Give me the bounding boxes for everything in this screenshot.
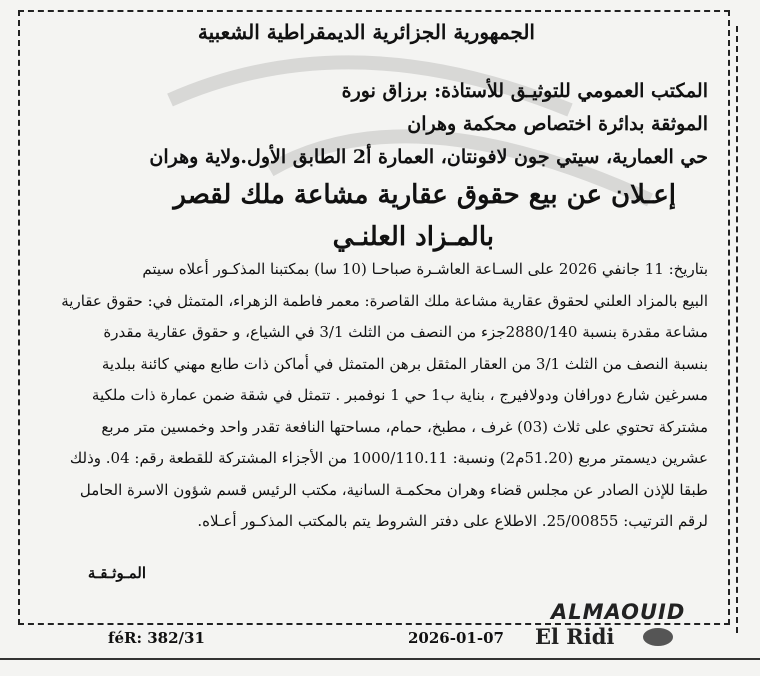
notice-subtitle: بالمـزاد العلنـي	[332, 222, 494, 252]
logo-sub-text: El Ridi	[535, 624, 615, 649]
office-jurisdiction: الموثقة بدائرة اختصاص محكمة وهران	[407, 113, 708, 135]
body-line: مشاعة مقدرة بنسبة 2880/140جزء من النصف من الثلث 3/1 في الشياع، و حقوق عقارية مقدرة	[103, 323, 708, 341]
office-name: المكتب العمومي للتوثيـق للأستاذة: برزاق نورة	[341, 80, 708, 102]
reference-number: féR: 382/31	[108, 629, 205, 647]
ball-icon	[643, 628, 673, 646]
notice-body	[24, 254, 708, 538]
country-header: الجمهورية الجزائرية الديمقراطية الشعبية	[197, 20, 535, 44]
body-line: عشرين ديسمتر مربع (51.20م2) ونسبة: 1000/110.11 من الأجزاء المشتركة للقطعة رقم: 04. وذلك	[69, 449, 708, 467]
publisher-logo	[535, 600, 690, 650]
body-line: مشتركة تحتوي على ثلاث (03) غرف ، مطبخ، حمام، مساحتها النافعة تقدر واحد وخمسين متر مربع	[101, 417, 708, 436]
office-address: حي العمارية، سيتي جون لافونتان، العمارة أ2 الطابق الأول.ولاية وهران	[149, 146, 708, 168]
body-line: البيع بالمزاد العلني لحقوق عقارية مشاعة ملك القاصرة: معمر فاطمة الزهراء، المتمثل في: حقوق عقارية	[61, 291, 708, 310]
notary-signature: المـوثـقـة	[87, 564, 146, 582]
body-line: لرقم الترتيب: 25/00855. الاطلاع على دفتر الشروط يتم بالمكتب المذكـور أعـلاه.	[197, 512, 708, 530]
body-line: طبقا للإذن الصادر عن مجلس قضاء وهران محكمـة السانية، مكتب الرئيس قسم شؤون الاسرة الحامل	[79, 480, 708, 499]
body-line: بنسبة النصف من الثلث 3/1 من العقار المثقل برهن المتمثل في أماكن ذات طابع مهني كائنة ببلدية	[101, 354, 708, 373]
body-line: مسرغين شارع دورافان ودولافيرج ، بناية ب1 حي 1 نوفمبر . تتمثل في شقة ضمن عمارة ذات ملكية	[91, 386, 708, 404]
body-line: بتاريخ: 11 جانفي 2026 على السـاعة العاشـرة صباحـا (10 سا) بمكتبنا المذكـور أعلاه سيتم	[142, 260, 708, 278]
logo-brand-text: ALMAOUID	[551, 600, 686, 624]
bottom-rule	[0, 658, 760, 660]
publication-date: 2026-01-07	[408, 629, 504, 647]
notice-title: إعـلان عن بيع حقوق عقارية مشاعة ملك لقصر	[173, 180, 676, 210]
